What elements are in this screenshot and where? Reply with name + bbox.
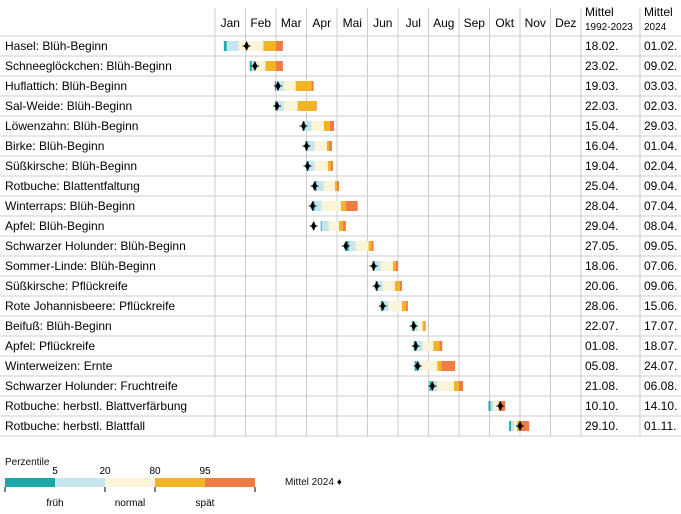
row-mean-value: 21.08. <box>585 379 619 393</box>
legend-tick-label: 5 <box>52 466 58 477</box>
percentile-bar-segment <box>396 261 398 271</box>
percentile-bar-segment <box>312 121 324 131</box>
row-mean2024-value: 01.04. <box>644 139 678 153</box>
percentile-bar-segment <box>343 221 346 231</box>
legend-mean-marker: ♦ <box>336 477 342 488</box>
row-mean2024-value: 24.07. <box>644 359 678 373</box>
month-label-11: Nov <box>524 16 546 30</box>
row-mean2024-value: 01.11. <box>644 419 677 433</box>
percentile-bar-segment <box>356 241 369 251</box>
row-mean-value: 10.10. <box>585 399 619 413</box>
percentile-bar-segment <box>437 381 454 391</box>
percentile-bar-segment <box>263 41 276 51</box>
row-mean-value: 25.04. <box>585 179 619 193</box>
month-label-3: Mar <box>280 16 302 30</box>
month-label-10: Okt <box>495 16 515 30</box>
percentile-bar-segment <box>327 141 329 151</box>
percentile-bar-segment <box>316 101 317 111</box>
percentile-bar-segment <box>381 261 393 271</box>
percentile-bar-segment <box>346 201 358 211</box>
mean2024-header-line1: Mittel <box>644 5 673 19</box>
row-label: Apfel: Blüh-Beginn <box>5 219 105 233</box>
percentile-bar-segment <box>337 181 339 191</box>
row-mean2024-value: 03.03. <box>644 79 678 93</box>
legend-swatch <box>105 478 155 487</box>
percentile-bar-segment <box>330 121 334 131</box>
row-mean-value: 27.05. <box>585 239 619 253</box>
row-label: Rotbuche: herbstl. Blattfall <box>5 419 146 433</box>
row-mean2024-value: 18.07. <box>644 339 678 353</box>
row-mean-value: 05.08. <box>585 359 619 373</box>
percentile-bar-segment <box>400 281 402 291</box>
percentile-bar-segment <box>322 201 341 211</box>
percentile-bar-segment <box>421 361 438 371</box>
legend-swatch <box>155 478 205 487</box>
row-mean-value: 22.07. <box>585 319 619 333</box>
row-mean2024-value: 07.04. <box>644 199 678 213</box>
percentile-bar-segment <box>239 41 264 51</box>
row-mean2024-value: 15.06. <box>644 299 678 313</box>
percentile-bar-segment <box>395 281 400 291</box>
percentile-bar-segment <box>490 401 493 411</box>
row-label: Süßkirsche: Pflückreife <box>5 279 128 293</box>
month-label-8: Aug <box>433 16 455 30</box>
percentile-bar-segment <box>324 181 335 191</box>
percentile-bar-segment <box>509 421 511 431</box>
percentile-bar-segment <box>423 341 434 351</box>
legend-group-label: normal <box>114 498 146 509</box>
row-mean2024-value: 06.08. <box>644 379 678 393</box>
percentile-bar-segment <box>276 41 283 51</box>
legend-group-label: früh <box>46 498 64 509</box>
month-label-2: Feb <box>250 16 272 30</box>
row-mean2024-value: 09.05. <box>644 239 678 253</box>
month-label-7: Jul <box>405 16 421 30</box>
row-label: Winterraps: Blüh-Beginn <box>5 199 136 213</box>
row-mean-value: 28.06. <box>585 299 619 313</box>
percentile-bar-segment <box>341 201 346 211</box>
percentile-bar-segment <box>383 281 395 291</box>
row-label: Schwarzer Holunder: Blüh-Beginn <box>5 239 186 253</box>
percentile-bar-segment <box>227 41 239 51</box>
row-label: Löwenzahn: Blüh-Beginn <box>5 119 139 133</box>
row-mean-value: 29.10. <box>585 419 619 433</box>
percentile-bar-segment <box>339 221 343 231</box>
row-label: Rote Johannisbeere: Pflückreife <box>5 299 176 313</box>
row-label: Rotbuche: herbstl. Blattverfärbung <box>5 399 188 413</box>
legend-mean-label <box>285 477 342 488</box>
percentile-bar-segment <box>322 221 329 231</box>
percentile-bar-segment <box>439 341 442 351</box>
percentile-bar-segment <box>511 421 514 431</box>
percentile-bar-segment <box>265 61 276 71</box>
month-label-1: Jan <box>220 16 240 30</box>
percentile-bar-segment <box>389 301 402 311</box>
percentile-bar-segment <box>369 241 372 251</box>
percentile-bar-segment <box>331 161 333 171</box>
row-mean2024-value: 01.02. <box>644 39 678 53</box>
row-label: Apfel: Pflückreife <box>5 339 96 353</box>
row-mean2024-value: 02.03. <box>644 99 678 113</box>
mean-header-line1: Mittel <box>585 5 614 19</box>
percentile-bar-segment <box>335 181 337 191</box>
month-label-5: Mai <box>342 16 362 30</box>
legend-title: Perzentile <box>5 457 50 468</box>
percentile-bar-segment <box>488 401 490 411</box>
percentile-bar-segment <box>459 381 463 391</box>
row-mean-value: 28.04. <box>585 199 619 213</box>
row-label: Hasel: Blüh-Beginn <box>5 39 108 53</box>
percentile-bar-segment <box>224 41 227 51</box>
row-mean-value: 20.06. <box>585 279 619 293</box>
row-label: Sommer-Linde: Blüh-Beginn <box>5 259 156 273</box>
row-mean-value: 19.03. <box>585 79 619 93</box>
mean-header-line2: 1992-2023 <box>585 22 633 33</box>
row-mean-value: 18.02. <box>585 39 619 53</box>
row-label: Huflattich: Blüh-Beginn <box>5 79 128 93</box>
percentile-bar-segment <box>328 161 331 171</box>
percentile-bar-segment <box>454 381 459 391</box>
row-mean2024-value: 07.06. <box>644 259 678 273</box>
row-label: Süßkirsche: Blüh-Beginn <box>5 159 138 173</box>
row-mean-value: 22.03. <box>585 99 619 113</box>
mean2024-header-line2: 2024 <box>644 22 667 33</box>
legend-tick-label: 95 <box>199 466 211 477</box>
row-label: Schneeglöckchen: Blüh-Beginn <box>5 59 172 73</box>
month-label-9: Sep <box>463 16 485 30</box>
legend-group-label: spät <box>195 498 215 509</box>
row-mean2024-value: 17.07. <box>644 319 678 333</box>
row-label: Sal-Weide: Blüh-Beginn <box>5 99 133 113</box>
row-mean-value: 01.08. <box>585 339 619 353</box>
percentile-bar-segment <box>418 321 423 331</box>
row-mean-value: 18.06. <box>585 259 619 273</box>
percentile-bar-segment <box>329 221 339 231</box>
row-mean-value: 29.04. <box>585 219 619 233</box>
month-label-12: Dez <box>555 16 577 30</box>
percentile-bar-segment <box>406 301 408 311</box>
percentile-bar-segment <box>312 81 314 91</box>
legend-tick-label: 80 <box>149 466 161 477</box>
percentile-bar-segment <box>329 141 332 151</box>
row-mean2024-value: 09.02. <box>644 59 678 73</box>
percentile-bar-segment <box>437 361 441 371</box>
month-label-6: Jun <box>373 16 393 30</box>
row-label: Birke: Blüh-Beginn <box>5 139 105 153</box>
legend-mean-text: Mittel 2024 <box>285 477 334 488</box>
percentile-bar-segment <box>433 341 439 351</box>
row-label: Schwarzer Holunder: Fruchtreife <box>5 379 178 393</box>
marker-2024 <box>311 221 316 231</box>
legend-tick-label: 20 <box>99 466 111 477</box>
percentile-bar-segment <box>441 361 455 371</box>
percentile-bar-segment <box>298 101 316 111</box>
percentile-bar-segment <box>324 121 330 131</box>
row-label: Winterweizen: Ernte <box>5 359 113 373</box>
legend-swatch <box>5 478 55 487</box>
row-label: Rotbuche: Blattentfaltung <box>5 179 140 193</box>
percentile-bar-segment <box>425 321 426 331</box>
row-mean-value: 15.04. <box>585 119 619 133</box>
row-mean2024-value: 08.04. <box>644 219 678 233</box>
percentile-bar-segment <box>315 141 327 151</box>
row-mean2024-value: 14.10. <box>644 399 678 413</box>
legend-swatch <box>205 478 255 487</box>
percentile-bar-segment <box>284 81 296 91</box>
row-mean-value: 16.04. <box>585 139 619 153</box>
legend-swatch <box>55 478 105 487</box>
percentile-bar-segment <box>393 261 396 271</box>
percentile-bar-segment <box>296 81 312 91</box>
row-mean2024-value: 09.04. <box>644 179 678 193</box>
percentile-bar-segment <box>276 61 283 71</box>
percentile-bar-segment <box>284 101 298 111</box>
month-label-4: Apr <box>312 16 332 30</box>
row-mean-value: 19.04. <box>585 159 619 173</box>
percentile-bar-segment <box>372 241 374 251</box>
percentile-bar-segment <box>402 301 406 311</box>
percentile-bar-segment <box>321 221 322 231</box>
row-mean2024-value: 02.04. <box>644 159 678 173</box>
row-mean-value: 23.02. <box>585 59 619 73</box>
row-mean2024-value: 29.03. <box>644 119 678 133</box>
row-mean2024-value: 09.06. <box>644 279 678 293</box>
row-label: Beifuß: Blüh-Beginn <box>5 319 112 333</box>
percentile-bar-segment <box>315 161 328 171</box>
percentile-bar-segment <box>423 321 425 331</box>
